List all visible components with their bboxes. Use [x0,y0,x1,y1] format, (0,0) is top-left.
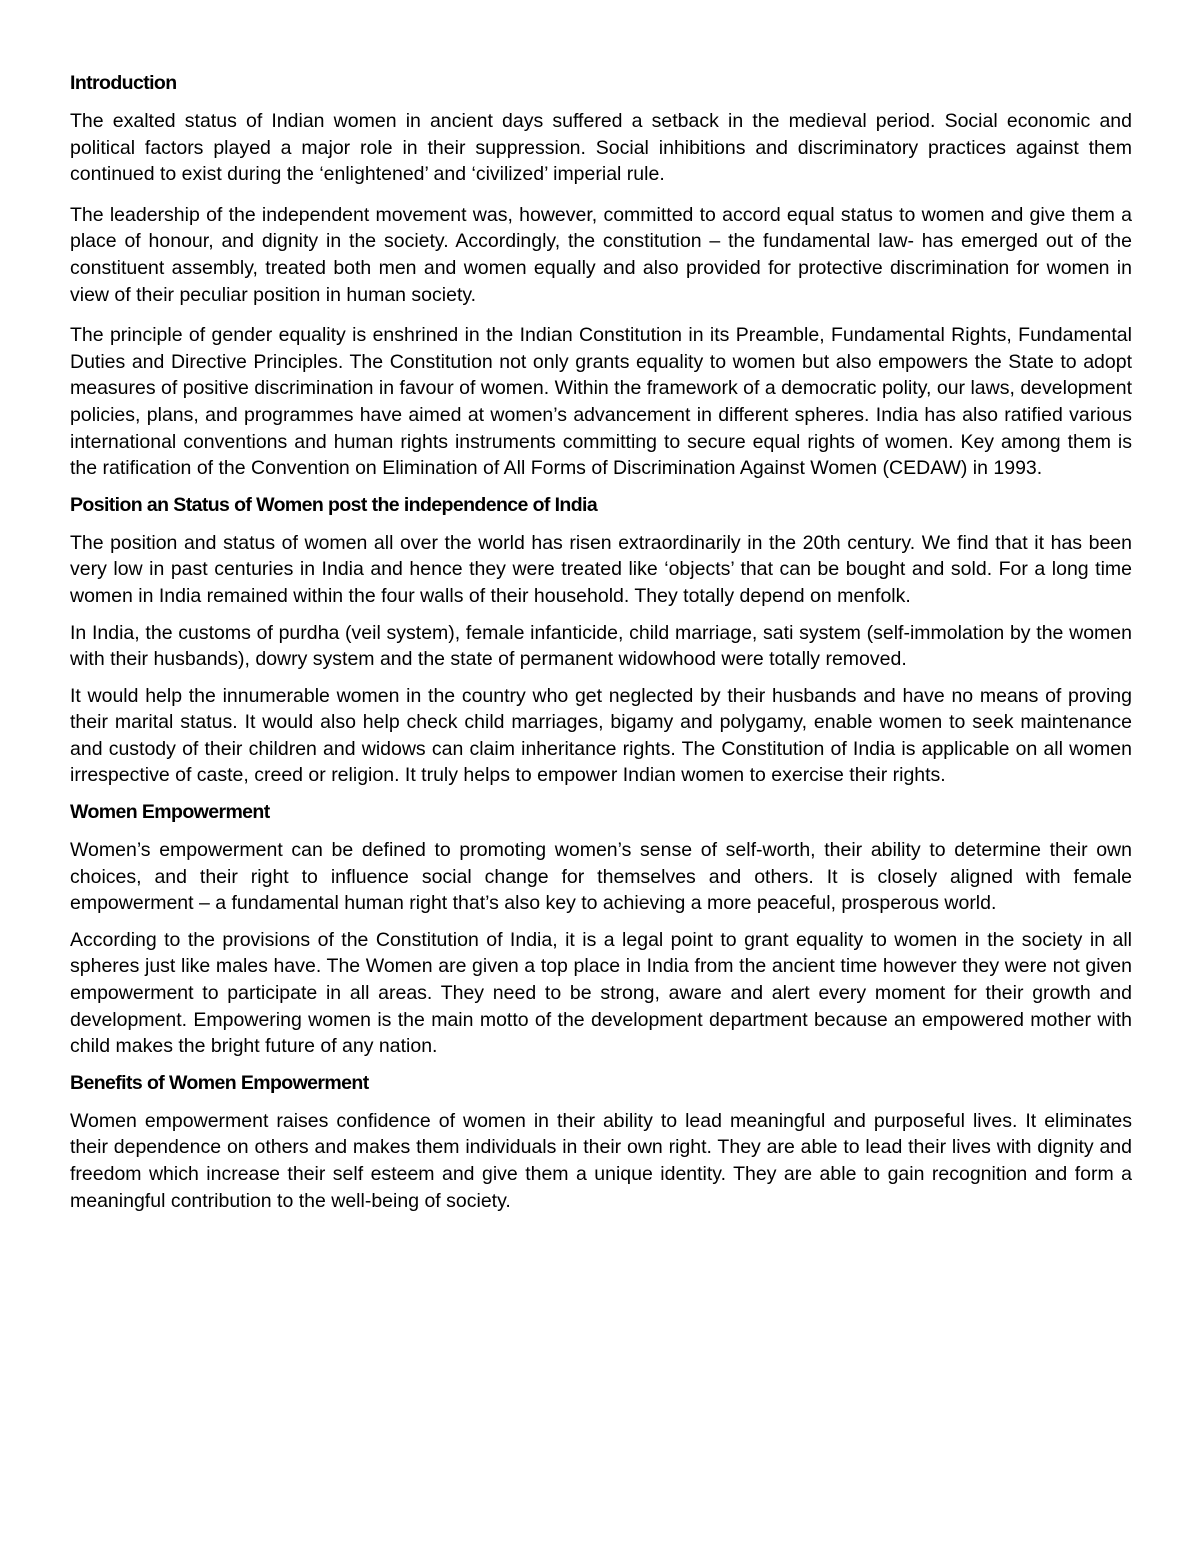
document-page [70,70,1132,1228]
section-heading: Benefits of Women Empowerment [70,1071,369,1094]
paragraph: The position and status of women all over the world has risen extraordinarily in the 20th century. We find that it has been very low in past centuries in India and hence they were treated like ‘objects’ that can be bought and sold. For a long time women in India remained within the four walls of their household. They totally depend on menfolk. [70,531,1132,607]
paragraph: The principle of gender equality is enshrined in the Indian Constitution in its Preamble, Fundamental Rights, Fundamental Duties and Directive Principles. The Constitution not only grants equality to women but also empowers the State to adopt measures of positive discrimination in favour of women. Within the framework of a democratic polity, our laws, development policies, plans, and programmes have aimed at women’s advancement in different spheres. India has also ratified various international conventions and human rights instruments committing to secure equal rights of women. Key among them is the ratification of the Convention on Elimination of All Forms of Discrimination Against Women (CEDAW) in 1993. [70,324,1132,480]
section-introduction [70,70,1132,482]
paragraph: Women’s empowerment can be defined to promoting women’s sense of self-worth, their ability to determine their own choices, and their right to influence social change for themselves and others. It is closely aligned with female empowerment – a fundamental human right that’s also key to achieving a more peaceful, prosperous world. [70,839,1132,915]
paragraph: The exalted status of Indian women in ancient days suffered a setback in the medieval period. Social economic and political factors played a major role in their suppression. Social inhibitions and discriminatory practices against them continued to exist during the ‘enlightened’ and ‘civilized’ imperial rule. [70,110,1132,186]
paragraph: According to the provisions of the Constitution of India, it is a legal point to grant equality to women in the society in all spheres just like males have. The Women are given a top place in India from the ancient time however they were not given empowerment to participate in all areas. They need to be strong, aware and alert every moment for their growth and development. Empowering women is the main motto of the development department because an empowered mother with child makes the bright future of any nation. [70,928,1132,1058]
section-position-status [70,492,1132,789]
paragraph: In India, the customs of purdha (veil system), female infanticide, child marriage, sati system (self-immolation by the women with their husbands), dowry system and the state of permanent widowhood were totally removed. [70,621,1132,671]
section-heading: Introduction [70,72,177,94]
section-heading: Position an Status of Women post the independence of India [70,493,598,516]
paragraph: The leadership of the independent movement was, however, committed to accord equal status to women and give them a place of honour, and dignity in the society. Accordingly, the constitution – the fundamental law- has emerged out of the constituent assembly, treated both men and women equally and also provided for protective discrimination for women in view of their peculiar position in human society. [70,203,1132,306]
paragraph: Women empowerment raises confidence of women in their ability to lead meaningful and purposeful lives. It eliminates their dependence on others and makes them individuals in their own right. They are able to lead their lives with dignity and freedom which increase their self esteem and give them a unique identity. They are able to gain recognition and form a meaningful contribution to the well-being of society. [70,1109,1132,1212]
section-women-empowerment [70,799,1132,1060]
section-heading: Women Empowerment [70,801,270,824]
section-benefits [70,1070,1132,1214]
paragraph: It would help the innumerable women in the country who get neglected by their husbands and have no means of proving their marital status. It would also help check child marriages, bigamy and polygamy, enable women to seek maintenance and custody of their children and widows can claim inheritance rights. The Constitution of India is applicable on all women irrespective of caste, creed or religion. It truly helps to empower Indian women to exercise their rights. [70,684,1132,787]
